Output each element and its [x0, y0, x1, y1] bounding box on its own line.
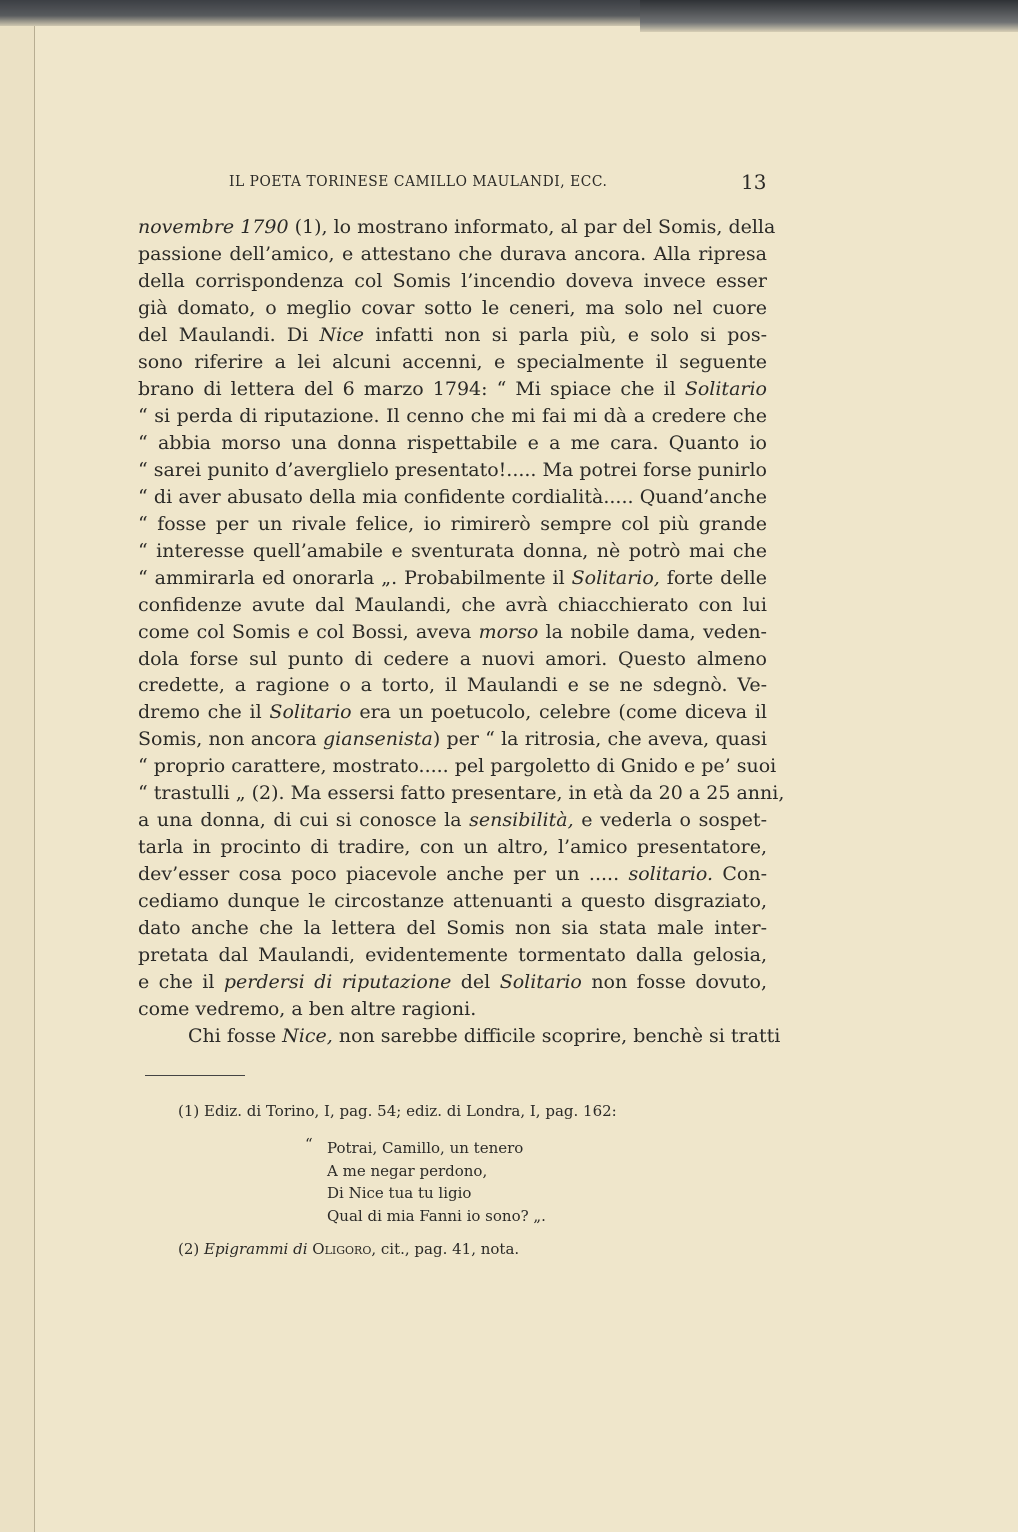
text-line [138, 915, 767, 942]
italic-text: perdersi di riputazione [223, 971, 452, 994]
text-segment: “ trastulli „ (2). Ma essersi fatto presentare, in età da 20 a 25 anni, [138, 782, 785, 805]
text-segment: Somis, non ancora [138, 728, 323, 751]
italic-text: Solitario, [571, 566, 660, 589]
text-line [138, 834, 767, 861]
verse-open-quote: “ [305, 1135, 313, 1153]
text-line [138, 942, 767, 969]
footnote-1: (1) Ediz. di Torino, I, pag. 54; ediz. di Londra, I, pag. 162: [178, 1102, 617, 1120]
text-line [138, 861, 767, 888]
footnote-2-number: (2) [178, 1240, 200, 1258]
text-segment: Con- [713, 863, 767, 886]
text-line [138, 565, 767, 592]
italic-text: morso [478, 620, 539, 643]
text-segment: “ si perda di riputazione. Il cenno che mi fai mi dà a credere che [138, 404, 767, 427]
text-segment: come col Somis e col Bossi, aveva [138, 620, 479, 643]
text-line [138, 699, 767, 726]
text-segment: ) per “ la ritrosia, che aveva, quasi [432, 728, 767, 751]
text-segment: del Maulandi. Di [138, 323, 320, 346]
italic-text: Solitario [684, 377, 767, 400]
text-segment: tarla in procinto di tradire, con un altro, l’amico presentatore, [138, 836, 767, 859]
footnote-rule [145, 1075, 245, 1076]
verse-line: Di Nice tua tu ligio [327, 1184, 472, 1202]
text-line [138, 403, 767, 430]
italic-text: Nice, [282, 1025, 333, 1048]
text-line [138, 753, 777, 780]
text-segment: forte delle [659, 566, 767, 589]
text-line [138, 268, 767, 295]
text-line [138, 295, 767, 322]
text-line [138, 241, 767, 268]
text-segment: del [451, 971, 500, 994]
text-segment: brano di lettera del 6 marzo 1794: “ Mi spiace che il [138, 377, 685, 400]
verse-line: Potrai, Camillo, un tenero [327, 1139, 524, 1157]
italic-text: Solitario [499, 971, 582, 994]
footnote-2-title: Epigrammi di [204, 1240, 308, 1258]
footnote-verse [327, 1137, 546, 1227]
scan-top-edge-right [640, 0, 1018, 32]
text-segment: infatti non si parla più, e solo si pos- [364, 323, 767, 346]
footnote-2 [178, 1240, 519, 1258]
text-segment: della corrispondenza col Somis l’incendio doveva invece esser [138, 269, 767, 292]
text-line [138, 619, 767, 646]
italic-text: Solitario [269, 701, 352, 724]
text-line [138, 214, 776, 241]
text-segment: “ fosse per un rivale felice, io rimirerò sempre col più grande [138, 512, 767, 535]
italic-text: giansenista [322, 728, 433, 751]
text-segment: dremo che il [138, 701, 270, 724]
text-line [138, 430, 767, 457]
verse-line: A me negar perdono, [327, 1161, 488, 1180]
text-line [138, 376, 767, 403]
text-segment: Chi fosse [188, 1025, 283, 1048]
text-segment: già domato, o meglio covar sotto le ceneri, ma solo nel cuore [138, 296, 767, 319]
text-line [138, 1023, 781, 1050]
page-left-margin [0, 26, 35, 1532]
text-segment: “ ammirarla ed onorarla „. Probabilmente il [138, 566, 572, 589]
text-segment: cediamo dunque le circostanze attenuanti a questo disgraziato, [138, 890, 767, 913]
text-segment: “ proprio carattere, mostrato..... pel pargoletto di Gnido e pe’ suoi [138, 755, 777, 778]
text-segment: “ abbia morso una donna rispettabile e a me cara. Quanto io [138, 431, 767, 454]
text-line [138, 592, 767, 619]
text-segment: dola forse sul punto di cedere a nuovi amori. Questo almeno [138, 647, 767, 670]
text-line [138, 538, 767, 565]
text-segment: “ di aver abusato della mia confidente cordialità..... Quand’anche [138, 485, 767, 508]
text-segment: e che il [138, 971, 224, 994]
text-segment: come vedremo, a ben altre ragioni. [138, 998, 477, 1021]
text-line [138, 726, 767, 753]
text-line [138, 457, 767, 484]
text-segment: “ sarei punito d’averglielo presentato!..... Ma potrei forse punirlo [138, 458, 767, 481]
text-segment: (1), lo mostrano informato, al par del Somis, della [288, 216, 776, 238]
text-segment: non sarebbe difficile scoprire, benchè si tratti [332, 1025, 781, 1048]
page-number: 13 [741, 170, 767, 194]
running-title: IL POETA TORINESE CAMILLO MAULANDI, ECC. [229, 172, 608, 190]
text-line [138, 646, 767, 673]
text-segment: la nobile dama, veden- [538, 620, 767, 643]
footnote-2-author: Oligoro [312, 1240, 372, 1258]
text-segment: “ interesse quell’amabile e sventurata donna, nè potrò mai che [138, 539, 767, 562]
text-line [138, 511, 767, 538]
footnote-2-rest: , cit., pag. 41, nota. [371, 1240, 520, 1258]
italic-text: solitario. [628, 863, 714, 886]
italic-text: novembre 1790 [138, 216, 289, 238]
text-segment: a una donna, di cui si conosce la [138, 809, 470, 832]
text-segment: confidenze avute dal Maulandi, che avrà chiacchierato con lui [138, 593, 767, 616]
text-line [138, 484, 767, 511]
text-segment: passione dell’amico, e attestano che durava ancora. Alla ripresa [138, 242, 767, 265]
text-segment: non fosse dovuto, [581, 971, 768, 994]
text-segment: dev’esser cosa poco piacevole anche per un ..... [138, 863, 629, 886]
text-line [138, 322, 767, 349]
text-line [138, 888, 767, 915]
text-segment: sono riferire a lei alcuni accenni, e specialmente il seguente [138, 350, 767, 373]
italic-text: Nice [319, 323, 365, 346]
text-segment: e vederla o sospet- [573, 809, 767, 832]
verse-line: Qual di mia Fanni io sono? „. [327, 1206, 546, 1225]
text-segment: era un poetucolo, celebre (come diceva il [351, 701, 767, 724]
text-line [138, 672, 767, 699]
text-segment: dato anche che la lettera del Somis non sia stata male inter- [138, 917, 767, 940]
text-segment: pretata dal Maulandi, evidentemente tormentato dalla gelosia, [138, 944, 767, 967]
text-line [138, 780, 785, 807]
text-line [138, 807, 767, 834]
italic-text: sensibilità, [469, 809, 574, 832]
text-segment: credette, a ragione o a torto, il Maulandi e se ne sdegnò. Ve- [138, 674, 767, 697]
text-line [138, 349, 767, 376]
text-line [138, 969, 767, 996]
text-line [138, 996, 767, 1023]
body-text [138, 214, 785, 1050]
